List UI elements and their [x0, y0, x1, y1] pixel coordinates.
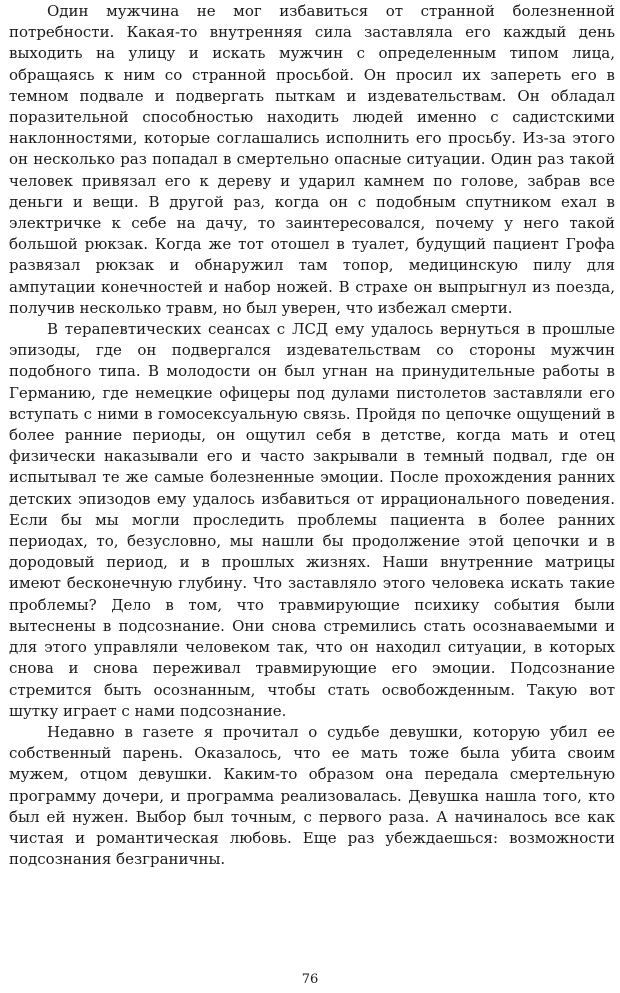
paragraph-3: Недавно в газете я прочитал о судьбе девушки, которую убил ее собственный парень. Оказалось, что ее мать тоже была убита своим мужем, отцом девушки. Каким-то образом она передала смертельную программу дочери, и программа реализовалась. Девушка нашла того, кто был ей нужен. Выбор был точным, с первого раза. А начиналось все как чистая и романтическая любовь. Еще раз убеждаешься: возможности подсознания безграничны. — [9, 722, 615, 869]
page-body-text — [9, 1, 615, 870]
page-number: 76 — [301, 972, 319, 987]
paragraph-2: В терапевтических сеансах с ЛСД ему удалось вернуться в прошлые эпизоды, где он подвергался издевательствам со стороны мужчин подобного типа. В молодости он был угнан на принудительные работы в Германию, где немецкие офицеры под дулами пистолетов заставляли его вступать с ними в гомосексуальную связь. Пройдя по цепочке ощущений в более ранние периоды, он ощутил себя в детстве, когда мать и отец физически наказывали его и часто закрывали в темный подвал, где он испытывал те же самые болезненные эмоции. После прохождения ранних детских эпизодов ему удалось избавиться от иррационального поведения. Если бы мы могли проследить проблемы пациента в более ранних периодах, то, безусловно, мы нашли бы продолжение этой цепочки и в дородовый период, и в прошлых жизнях. Наши внутренние матрицы имеют бесконечную глубину. Что заставляло этого человека искать такие проблемы? Дело в том, что травмирующие психику события были вытеснены в подсознание. Они снова стремились стать осознаваемыми и для этого управляли человеком так, что он находил ситуации, в которых снова и снова переживал травмирующие его эмоции. Подсознание стремится быть осознанным, чтобы стать освобожденным. Такую вот шутку играет с нами подсознание. — [9, 320, 615, 720]
paragraph-1: Один мужчина не мог избавиться от странной болезненной потребности. Какая-то внутренняя сила заставляла его каждый день выходить на улицу и искать мужчин с определенным типом лица, обращаясь к ним со странной просьбой. Он просил их запереть его в темном подвале и подвергать пыткам и издевательствам. Он обладал поразительной способностью находить людей именно с садистскими наклонностями, которые соглашались исполнить его просьбу. Из-за этого он несколько раз попадал в смертельно опасные ситуации. Один раз такой человек привязал его к дереву и ударил камнем по голове, забрав все деньги и вещи. В другой раз, когда он с подобным спутником ехал в электричке к себе на дачу, то заинтересовался, почему у него такой большой рюкзак. Когда же тот отошел в туалет, будущий пациент Грофа развязал рюкзак и обнаружил там топор, медицинскую пилу для ампутации конечностей и набор ножей. В страхе он выпрыгнул из поезда, получив несколько травм, но был уверен, что избежал смерти. — [9, 2, 615, 317]
